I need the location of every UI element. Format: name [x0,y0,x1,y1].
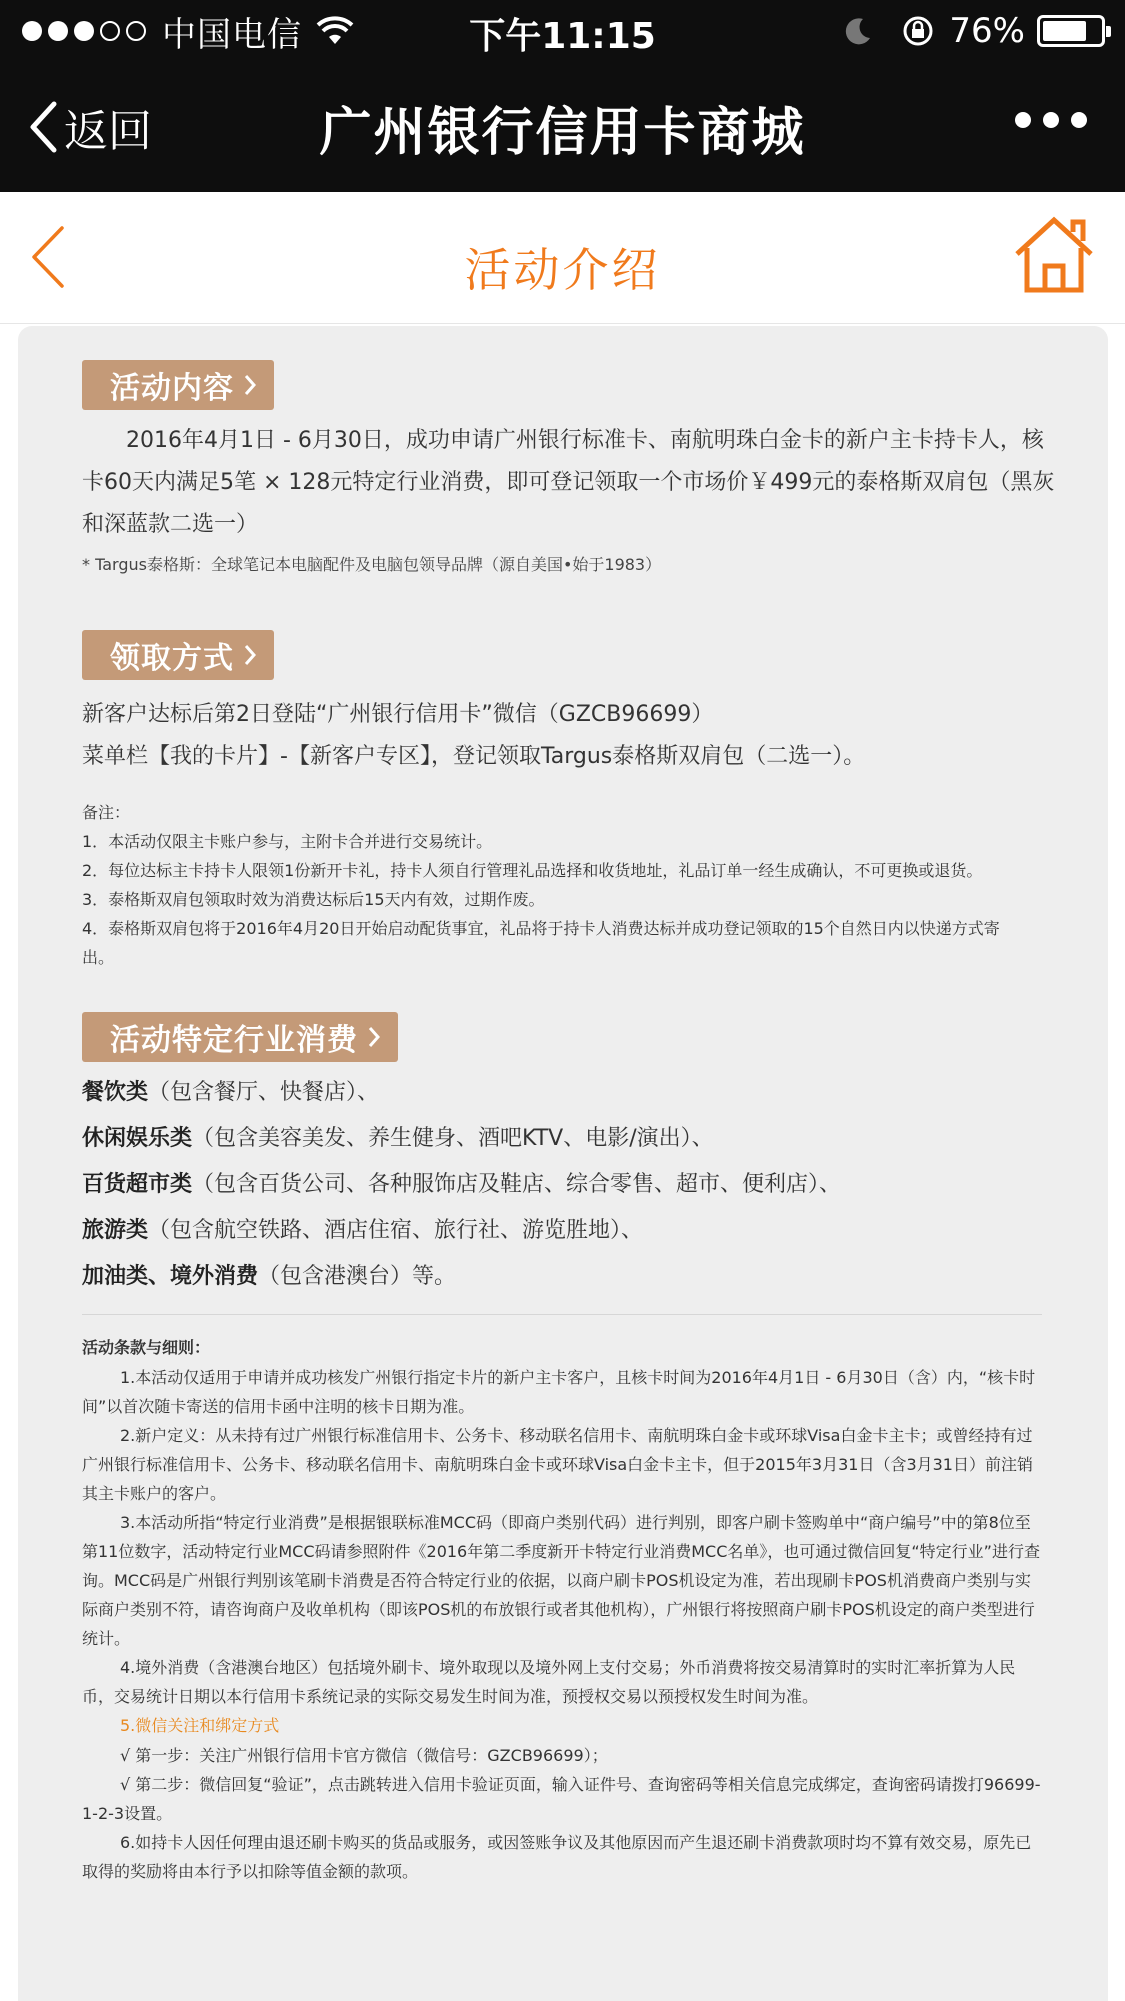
arrow-right-icon [368,1026,380,1048]
note-item: 3．泰格斯双肩包领取时效为消费达标后15天内有效，过期作废。 [82,890,545,909]
claim-line-2: 菜单栏【我的卡片】-【新客户专区】，登记领取Targus泰格斯双肩包（二选一）。 [82,744,866,769]
note-item: 4．泰格斯双肩包将于2016年4月20日开始启动配货事宜，礼品将于持卡人消费达标并成功登记领取的15个自然日内以快递方式寄出。 [82,919,1000,967]
notes-title: 备注： [82,803,131,822]
signal-bar-icon [22,21,42,41]
note-item: 1．本活动仅限主卡账户参与，主附卡合并进行交易统计。 [82,832,493,851]
section-badge-label: 活动特定行业消费 [110,1023,358,1058]
signal-bar-icon [100,21,120,41]
page-title: 活动介绍 [464,243,661,297]
note-item: 2．每位达标主卡持卡人限领1份新开卡礼，持卡人须自行管理礼品选择和收货地址，礼品订单一经生成确认，不可更换或退货。 [82,861,983,880]
category-name: 餐饮类 [82,1080,149,1105]
activity-content-card [18,326,1108,2001]
terms-item: 1.本活动仅适用于申请并成功核发广州银行指定卡片的新户主卡客户，且核卡时间为2016年4月1日 - 6月30日（含）内，“核卡时间”以首次随卡寄送的信用卡函中注明的核卡日期为准。 [82,1368,1036,1416]
terms-title: 活动条款与细则： [82,1338,211,1357]
terms-item: 4.境外消费（含港澳台地区）包括境外刷卡、境外取现以及境外网上支付交易；外币消费将按交易清算时的实时汇率折算为人民币，交易统计日期以本行信用卡系统记录的实际交易发生时间为准，预授权交易以预授权发生时间为准。 [82,1658,1016,1706]
list-item [82,1208,1062,1254]
list-item [82,1116,1062,1162]
signal-bar-icon [48,21,68,41]
category-name: 加油类、境外消费 [82,1264,259,1289]
moon-icon [843,16,873,46]
section-badge-label: 领取方式 [110,641,234,676]
section-badge-claim [82,630,274,680]
battery-icon [1037,15,1105,47]
terms-item: 2.新户定义：从未持有过广州银行标准信用卡、公务卡、移动联名信用卡、南航明珠白金卡或环球Visa白金卡主卡；或曾经持有过广州银行标准信用卡、公务卡、移动联名信用卡、南航明珠白金卡或环球Visa白金卡主卡，但于2015年3月31日（含3月31日）前注销其主卡账户的客户。 [82,1426,1033,1503]
claim-notes [82,798,1062,972]
category-detail: （包含港澳台）等。 [258,1264,457,1289]
content-inner [82,360,1062,1886]
page-back-icon[interactable] [24,222,84,292]
terms-section [82,1333,1042,1886]
targus-footnote: * Targus泰格斯：全球笔记本电脑配件及电脑包领导品牌（源自美国•始于1983） [82,555,662,574]
wechat-bind-title: 5.微信关注和绑定方式 [120,1716,280,1735]
battery-fill [1043,21,1086,41]
back-button[interactable] [28,96,152,158]
section-badge-label: 活动内容 [110,371,234,406]
more-menu-icon[interactable] [1015,112,1087,128]
category-detail: （包含餐厅、快餐店）、 [148,1080,380,1105]
category-name: 旅游类 [82,1218,149,1243]
category-name: 百货超市类 [82,1172,193,1197]
category-detail: （包含美容美发、养生健身、酒吧KTV、电影/演出）、 [192,1126,714,1151]
wechat-step: √ 第二步：微信回复“验证”，点击跳转进入信用卡验证页面，输入证件号、查询密码等相关信息完成绑定，查询密码请拨打96699-1-2-3设置。 [82,1775,1041,1823]
claim-line-1: 新客户达标后第2日登陆“广州银行信用卡”微信（GZCB96699） [82,702,714,727]
divider [82,1314,1042,1315]
terms-item: 3.本活动所指“特定行业消费”是根据银联标准MCC码（即商户类别代码）进行判别，即客户刷卡签购单中“商户编号”中的第8位至第11位数字，活动特定行业MCC码请参照附件《2016年第二季度新开卡特定行业消费MCC名单》，也可通过微信回复“特定行业”进行查询。MCC码是广州银行判别该笔刷卡消费是否符合特定行业的依据，以商户刷卡POS机设定为准，若出现刷卡POS机消费商户类别与实际商户类别不符，请咨询商户及收单机构（即该POS机的布放银行或者其他机构），广州银行将按照商户刷卡POS机设定的商户类型进行统计。 [82,1513,1040,1648]
list-item [82,1070,1062,1116]
list-item [82,1254,1062,1300]
nav-bar [0,62,1125,192]
status-left [22,10,354,55]
chevron-left-icon [28,100,58,154]
category-detail: （包含百货公司、各种服饰店及鞋店、综合零售、超市、便利店）、 [192,1172,842,1197]
wechat-step: √ 第一步：关注广州银行信用卡官方微信（微信号：GZCB96699）； [120,1746,608,1765]
arrow-right-icon [244,374,256,396]
arrow-right-icon [244,644,256,666]
category-detail: （包含航空铁路、酒店住宿、旅行社、游览胜地）、 [148,1218,644,1243]
nav-title: 广州银行信用卡商城 [319,103,806,163]
carrier-name: 中国电信 [162,14,302,55]
status-time: 下午11:15 [469,16,656,57]
signal-bar-icon [126,21,146,41]
content-body: 2016年4月1日 - 6月30日，成功申请广州银行标准卡、南航明珠白金卡的新户主卡持卡人，核卡60天内满足5笔 × 128元特定行业消费，即可登记领取一个市场价￥499元的泰格斯双肩包（黑灰和深蓝款二选一） [82,428,1055,537]
wifi-icon [316,16,354,46]
section-badge-content [82,360,274,410]
home-icon[interactable] [1009,210,1099,300]
list-item [82,1162,1062,1208]
industry-list [82,1070,1062,1300]
terms-item: 6.如持卡人因任何理由退还刷卡购买的货品或服务，或因签账争议及其他原因而产生退还刷卡消费款项时均不算有效交易，原先已取得的奖励将由本行予以扣除等值金额的款项。 [82,1833,1032,1881]
signal-bar-icon [74,21,94,41]
status-right [843,10,1105,52]
rotation-lock-icon [901,14,935,48]
category-name: 休闲娱乐类 [82,1126,193,1151]
battery-percent: 76% [949,11,1025,51]
back-label: 返回 [64,106,152,157]
status-bar [0,0,1125,62]
section-badge-industry [82,1012,398,1062]
page-header [0,192,1125,324]
